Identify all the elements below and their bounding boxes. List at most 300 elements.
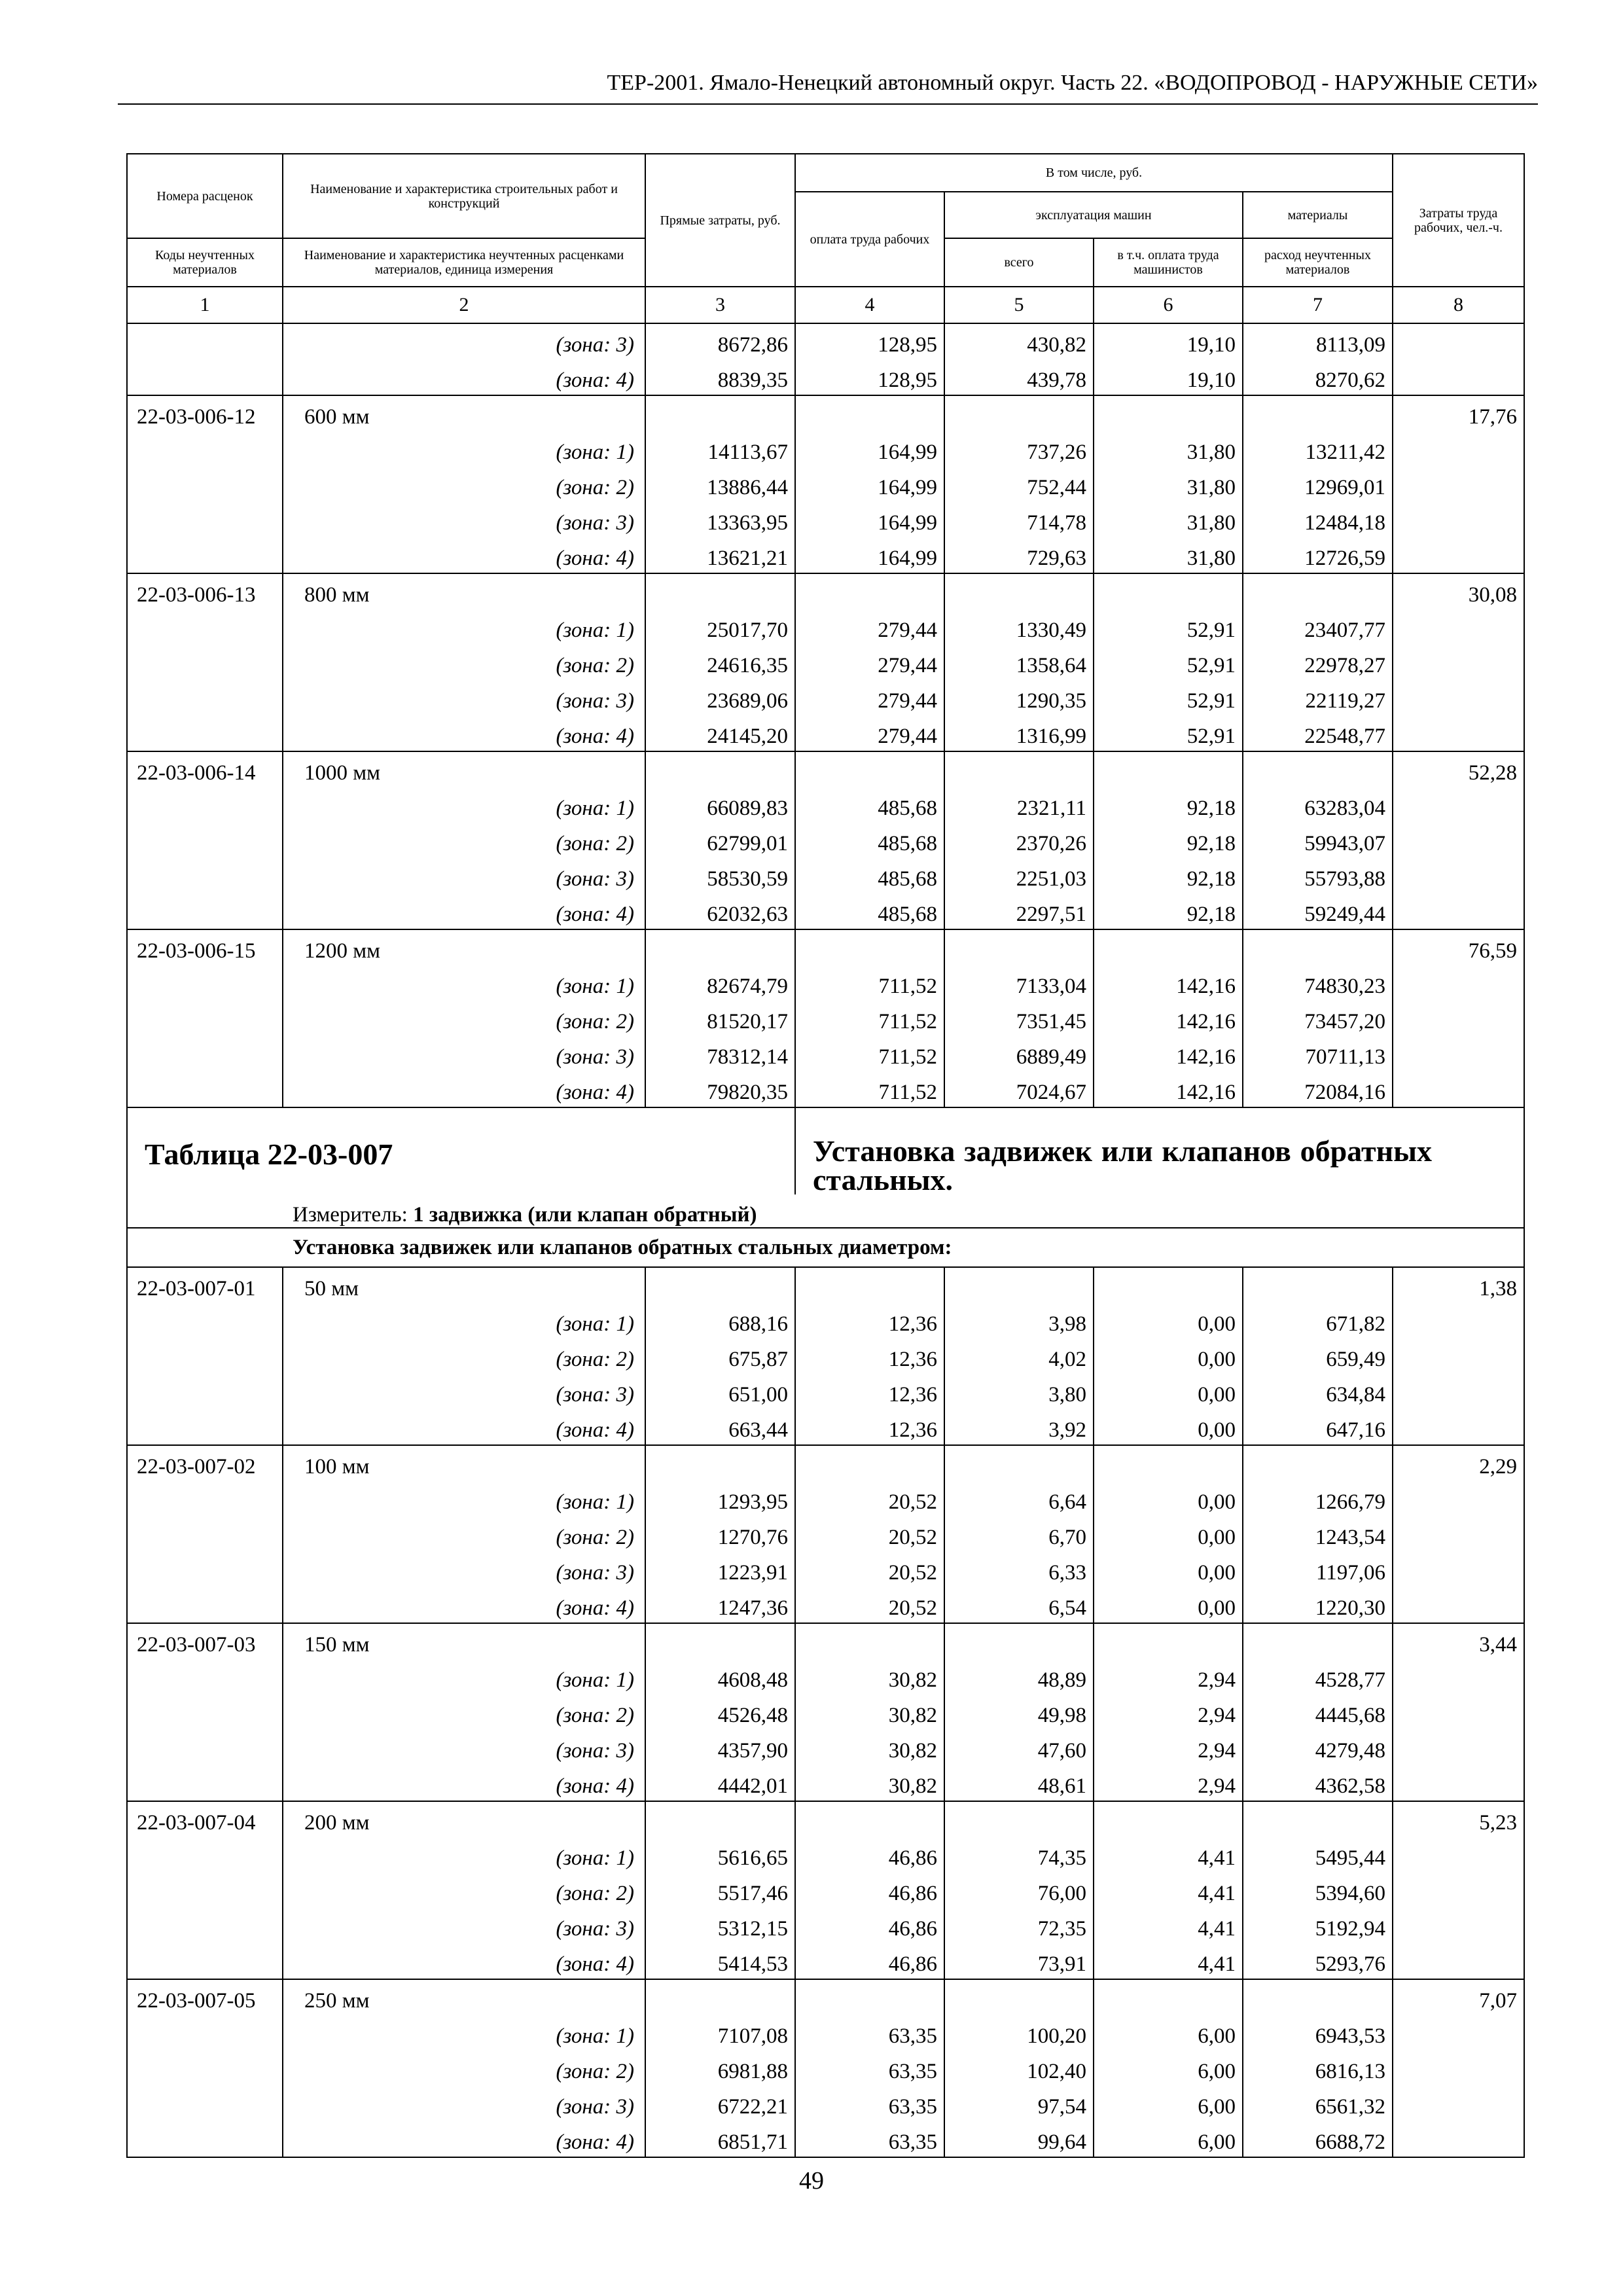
zone-label: (зона: 1) [283, 1837, 645, 1873]
direct-cost: 5312,15 [645, 1908, 795, 1943]
direct-cost: 6722,21 [645, 2086, 795, 2121]
materials-cost: 13211,42 [1243, 431, 1393, 467]
zone-row [127, 1409, 1524, 1445]
labor-cell [1393, 537, 1524, 573]
labor-cost: 52,28 [1393, 751, 1524, 787]
zone-row [127, 715, 1524, 751]
labor-cost: 76,59 [1393, 929, 1524, 965]
direct-cost: 14113,67 [645, 431, 795, 467]
column-number: 3 [645, 287, 795, 323]
zone-label: (зона: 1) [283, 1303, 645, 1338]
zone-row [127, 1338, 1524, 1374]
wages-cost: 20,52 [795, 1552, 944, 1587]
machinist-wages: 52,91 [1094, 715, 1243, 751]
column-number: 2 [283, 287, 645, 323]
code-cell [127, 1908, 283, 1943]
machines-cost: 7024,67 [944, 1071, 1094, 1107]
code-cell [127, 467, 283, 502]
materials-cost: 23407,77 [1243, 609, 1393, 645]
machines-cost: 48,61 [944, 1765, 1094, 1801]
zone-label: (зона: 4) [283, 1071, 645, 1107]
direct-cost: 13621,21 [645, 537, 795, 573]
machines-cost: 2297,51 [944, 893, 1094, 929]
wages-cost: 63,35 [795, 2015, 944, 2051]
rate-name: 800 мм [283, 573, 645, 609]
zone-label: (зона: 4) [283, 1943, 645, 1979]
direct-cost: 4442,01 [645, 1765, 795, 1801]
zone-label: (зона: 1) [283, 2015, 645, 2051]
empty-cell [645, 751, 795, 787]
zone-row [127, 431, 1524, 467]
machinist-wages: 6,00 [1094, 2086, 1243, 2121]
zone-row [127, 823, 1524, 858]
empty-cell [795, 929, 944, 965]
zone-label: (зона: 1) [283, 609, 645, 645]
rate-row [127, 395, 1524, 431]
empty-cell [645, 395, 795, 431]
zone-label: (зона: 3) [283, 323, 645, 359]
labor-cell [1393, 323, 1524, 359]
labor-cell [1393, 893, 1524, 929]
direct-cost: 5517,46 [645, 1873, 795, 1908]
unit-value: 1 задвижка (или клапан обратный) [413, 1203, 757, 1227]
rate-row [127, 929, 1524, 965]
materials-cost: 12969,01 [1243, 467, 1393, 502]
machines-cost: 1290,35 [944, 680, 1094, 715]
unit-label: Измеритель: [293, 1203, 408, 1227]
materials-cost: 59249,44 [1243, 893, 1393, 929]
machines-cost: 47,60 [944, 1730, 1094, 1765]
direct-cost: 675,87 [645, 1338, 795, 1374]
header-direct: Прямые затраты, руб. [645, 154, 795, 287]
empty-cell [1243, 573, 1393, 609]
labor-cell [1393, 1908, 1524, 1943]
column-number: 5 [944, 287, 1094, 323]
header-name-top: Наименование и характеристика строительных работ и конструкций [283, 154, 645, 238]
materials-cost: 73457,20 [1243, 1001, 1393, 1036]
labor-cell [1393, 1409, 1524, 1445]
materials-cost: 4445,68 [1243, 1695, 1393, 1730]
wages-cost: 46,86 [795, 1837, 944, 1873]
wages-cost: 711,52 [795, 1001, 944, 1036]
machinist-wages: 6,00 [1094, 2121, 1243, 2157]
rate-code: 22-03-007-03 [127, 1623, 283, 1659]
wages-cost: 279,44 [795, 609, 944, 645]
zone-row [127, 1837, 1524, 1873]
zone-row [127, 1036, 1524, 1071]
wages-cost: 128,95 [795, 359, 944, 395]
code-cell [127, 965, 283, 1001]
empty-cell [645, 1267, 795, 1303]
empty-cell [944, 1445, 1094, 1481]
machines-cost: 737,26 [944, 431, 1094, 467]
machinist-wages: 0,00 [1094, 1552, 1243, 1587]
wages-cost: 485,68 [795, 858, 944, 893]
empty-cell [645, 1623, 795, 1659]
code-cell [127, 787, 283, 823]
machinist-wages: 6,00 [1094, 2015, 1243, 2051]
empty-cell [1243, 1445, 1393, 1481]
zone-label: (зона: 4) [283, 537, 645, 573]
empty-cell [645, 1801, 795, 1837]
wages-cost: 30,82 [795, 1695, 944, 1730]
machinist-wages: 0,00 [1094, 1587, 1243, 1623]
zone-label: (зона: 3) [283, 2086, 645, 2121]
rate-code: 22-03-006-14 [127, 751, 283, 787]
machinist-wages: 19,10 [1094, 359, 1243, 395]
machinist-wages: 19,10 [1094, 323, 1243, 359]
direct-cost: 651,00 [645, 1374, 795, 1409]
machinist-wages: 52,91 [1094, 680, 1243, 715]
code-cell [127, 1765, 283, 1801]
machinist-wages: 2,94 [1094, 1695, 1243, 1730]
rate-row [127, 1801, 1524, 1837]
zone-label: (зона: 1) [283, 787, 645, 823]
machinist-wages: 31,80 [1094, 502, 1243, 537]
empty-cell [1094, 1445, 1243, 1481]
unit-row [127, 1194, 1524, 1228]
machines-cost: 6,70 [944, 1516, 1094, 1552]
wages-cost: 128,95 [795, 323, 944, 359]
empty-cell [944, 1801, 1094, 1837]
labor-cell [1393, 1516, 1524, 1552]
materials-cost: 4528,77 [1243, 1659, 1393, 1695]
wages-cost: 164,99 [795, 467, 944, 502]
machinist-wages: 2,94 [1094, 1659, 1243, 1695]
zone-label: (зона: 2) [283, 1695, 645, 1730]
materials-cost: 8113,09 [1243, 323, 1393, 359]
code-cell [127, 359, 283, 395]
zone-row [127, 787, 1524, 823]
header-code-top: Номера расценок [127, 154, 283, 238]
empty-cell [795, 395, 944, 431]
column-numbers [127, 287, 1524, 323]
wages-cost: 279,44 [795, 715, 944, 751]
materials-cost: 5293,76 [1243, 1943, 1393, 1979]
header-code-bottom: Коды неучтенных материалов [127, 238, 283, 287]
code-cell [127, 1695, 283, 1730]
labor-cell [1393, 502, 1524, 537]
wages-cost: 711,52 [795, 965, 944, 1001]
machines-cost: 2370,26 [944, 823, 1094, 858]
rate-name: 250 мм [283, 1979, 645, 2015]
code-cell [127, 1943, 283, 1979]
zone-row [127, 1587, 1524, 1623]
wages-cost: 711,52 [795, 1071, 944, 1107]
machinist-wages: 4,41 [1094, 1943, 1243, 1979]
machinist-wages: 2,94 [1094, 1730, 1243, 1765]
code-cell [127, 1873, 283, 1908]
code-cell [127, 1409, 283, 1445]
labor-cell [1393, 680, 1524, 715]
empty-cell [1243, 395, 1393, 431]
machines-cost: 73,91 [944, 1943, 1094, 1979]
zone-label: (зона: 3) [283, 1374, 645, 1409]
header-wages: оплата труда рабочих [795, 192, 944, 287]
zone-row [127, 680, 1524, 715]
direct-cost: 8672,86 [645, 323, 795, 359]
wages-cost: 30,82 [795, 1765, 944, 1801]
direct-cost: 78312,14 [645, 1036, 795, 1071]
labor-cell [1393, 1873, 1524, 1908]
machines-cost: 2321,11 [944, 787, 1094, 823]
unit-of-measure [127, 1194, 1524, 1228]
column-number: 1 [127, 287, 283, 323]
wages-cost: 164,99 [795, 502, 944, 537]
empty-cell [795, 1801, 944, 1837]
labor-cell [1393, 609, 1524, 645]
direct-cost: 5414,53 [645, 1943, 795, 1979]
direct-cost: 13363,95 [645, 502, 795, 537]
direct-cost: 82674,79 [645, 965, 795, 1001]
code-cell [127, 1374, 283, 1409]
empty-cell [795, 1979, 944, 2015]
empty-cell [1243, 929, 1393, 965]
machinist-wages: 0,00 [1094, 1374, 1243, 1409]
wages-cost: 279,44 [795, 680, 944, 715]
empty-cell [1243, 751, 1393, 787]
code-cell [127, 1036, 283, 1071]
materials-cost: 659,49 [1243, 1338, 1393, 1374]
rate-code: 22-03-007-05 [127, 1979, 283, 2015]
labor-cost: 30,08 [1393, 573, 1524, 609]
zone-label: (зона: 4) [283, 2121, 645, 2157]
labor-cell [1393, 787, 1524, 823]
machinist-wages: 6,00 [1094, 2051, 1243, 2086]
zone-row [127, 1374, 1524, 1409]
code-cell [127, 715, 283, 751]
machines-cost: 74,35 [944, 1837, 1094, 1873]
materials-cost: 6943,53 [1243, 2015, 1393, 2051]
empty-cell [645, 1445, 795, 1481]
machines-cost: 102,40 [944, 2051, 1094, 2086]
zone-row [127, 1943, 1524, 1979]
machines-cost: 7351,45 [944, 1001, 1094, 1036]
header-labor: Затраты труда рабочих, чел.-ч. [1393, 154, 1524, 287]
machines-cost: 6889,49 [944, 1036, 1094, 1071]
rate-code: 22-03-006-13 [127, 573, 283, 609]
rate-name: 150 мм [283, 1623, 645, 1659]
direct-cost: 13886,44 [645, 467, 795, 502]
code-cell [127, 2015, 283, 2051]
machines-cost: 3,80 [944, 1374, 1094, 1409]
machinist-wages: 0,00 [1094, 1303, 1243, 1338]
wages-cost: 63,35 [795, 2051, 944, 2086]
labor-cell [1393, 715, 1524, 751]
code-cell [127, 1338, 283, 1374]
empty-cell [1243, 1267, 1393, 1303]
materials-cost: 671,82 [1243, 1303, 1393, 1338]
labor-cell [1393, 1071, 1524, 1107]
machinist-wages: 52,91 [1094, 645, 1243, 680]
zone-row [127, 609, 1524, 645]
zone-label: (зона: 1) [283, 965, 645, 1001]
code-cell [127, 323, 283, 359]
code-cell [127, 609, 283, 645]
labor-cost: 2,29 [1393, 1445, 1524, 1481]
labor-cell [1393, 858, 1524, 893]
materials-cost: 12726,59 [1243, 537, 1393, 573]
wages-cost: 279,44 [795, 645, 944, 680]
direct-cost: 6981,88 [645, 2051, 795, 2086]
wages-cost: 485,68 [795, 893, 944, 929]
code-cell [127, 1071, 283, 1107]
zone-row [127, 2015, 1524, 2051]
code-cell [127, 1837, 283, 1873]
code-cell [127, 1303, 283, 1338]
zone-row [127, 1730, 1524, 1765]
code-cell [127, 645, 283, 680]
machinist-wages: 0,00 [1094, 1516, 1243, 1552]
code-cell [127, 1730, 283, 1765]
machines-cost: 97,54 [944, 2086, 1094, 2121]
zone-row [127, 1695, 1524, 1730]
machinist-wages: 31,80 [1094, 431, 1243, 467]
machines-cost: 430,82 [944, 323, 1094, 359]
machinist-wages: 142,16 [1094, 965, 1243, 1001]
direct-cost: 4357,90 [645, 1730, 795, 1765]
zone-label: (зона: 4) [283, 1587, 645, 1623]
machinist-wages: 92,18 [1094, 858, 1243, 893]
materials-cost: 22119,27 [1243, 680, 1393, 715]
zone-row [127, 359, 1524, 395]
labor-cost: 1,38 [1393, 1267, 1524, 1303]
machinist-wages: 92,18 [1094, 893, 1243, 929]
empty-cell [944, 1979, 1094, 2015]
rate-row [127, 1979, 1524, 2015]
rate-name: 200 мм [283, 1801, 645, 1837]
direct-cost: 25017,70 [645, 609, 795, 645]
zone-row [127, 1873, 1524, 1908]
wages-cost: 63,35 [795, 2086, 944, 2121]
machinist-wages: 4,41 [1094, 1837, 1243, 1873]
direct-cost: 1247,36 [645, 1587, 795, 1623]
labor-cell [1393, 1695, 1524, 1730]
machinist-wages: 142,16 [1094, 1036, 1243, 1071]
empty-cell [1094, 1801, 1243, 1837]
machines-cost: 6,54 [944, 1587, 1094, 1623]
empty-cell [645, 573, 795, 609]
zone-row [127, 467, 1524, 502]
code-cell [127, 1552, 283, 1587]
empty-cell [944, 1623, 1094, 1659]
column-number: 6 [1094, 287, 1243, 323]
header-machinist-wages: в т.ч. оплата труда машинистов [1094, 238, 1243, 287]
labor-cell [1393, 823, 1524, 858]
code-cell [127, 1659, 283, 1695]
materials-cost: 70711,13 [1243, 1036, 1393, 1071]
column-number: 8 [1393, 287, 1524, 323]
labor-cell [1393, 1374, 1524, 1409]
code-cell [127, 1516, 283, 1552]
rate-row [127, 573, 1524, 609]
empty-cell [645, 1979, 795, 2015]
machinist-wages: 142,16 [1094, 1001, 1243, 1036]
labor-cell [1393, 645, 1524, 680]
machinist-wages: 52,91 [1094, 609, 1243, 645]
direct-cost: 62032,63 [645, 893, 795, 929]
zone-label: (зона: 3) [283, 858, 645, 893]
code-cell [127, 893, 283, 929]
materials-cost: 55793,88 [1243, 858, 1393, 893]
zone-label: (зона: 4) [283, 1409, 645, 1445]
machinist-wages: 2,94 [1094, 1765, 1243, 1801]
empty-cell [795, 1445, 944, 1481]
wages-cost: 30,82 [795, 1730, 944, 1765]
labor-cell [1393, 965, 1524, 1001]
direct-cost: 62799,01 [645, 823, 795, 858]
wages-cost: 46,86 [795, 1908, 944, 1943]
labor-cell [1393, 2015, 1524, 2051]
column-number: 4 [795, 287, 944, 323]
header-materials: материалы [1243, 192, 1393, 238]
rate-row [127, 1623, 1524, 1659]
materials-cost: 8270,62 [1243, 359, 1393, 395]
labor-cell [1393, 1303, 1524, 1338]
materials-cost: 6561,32 [1243, 2086, 1393, 2121]
machinist-wages: 31,80 [1094, 537, 1243, 573]
direct-cost: 1270,76 [645, 1516, 795, 1552]
zone-row [127, 323, 1524, 359]
zone-label: (зона: 2) [283, 1873, 645, 1908]
section-heading: Установка задвижек или клапанов обратных стальных диаметром: [127, 1228, 1524, 1267]
labor-cell [1393, 1036, 1524, 1071]
materials-cost: 74830,23 [1243, 965, 1393, 1001]
labor-cost: 3,44 [1393, 1623, 1524, 1659]
direct-cost: 688,16 [645, 1303, 795, 1338]
direct-cost: 7107,08 [645, 2015, 795, 2051]
wages-cost: 20,52 [795, 1587, 944, 1623]
labor-cost: 7,07 [1393, 1979, 1524, 2015]
direct-cost: 4526,48 [645, 1695, 795, 1730]
direct-cost: 6851,71 [645, 2121, 795, 2157]
machinist-wages: 142,16 [1094, 1071, 1243, 1107]
zone-row [127, 893, 1524, 929]
wages-cost: 12,36 [795, 1374, 944, 1409]
wages-cost: 711,52 [795, 1036, 944, 1071]
wages-cost: 12,36 [795, 1338, 944, 1374]
zone-label: (зона: 2) [283, 2051, 645, 2086]
zone-label: (зона: 3) [283, 680, 645, 715]
zone-row [127, 537, 1524, 573]
zone-row [127, 1001, 1524, 1036]
materials-cost: 4279,48 [1243, 1730, 1393, 1765]
labor-cell [1393, 467, 1524, 502]
labor-cost: 17,76 [1393, 395, 1524, 431]
zone-label: (зона: 2) [283, 823, 645, 858]
zone-row [127, 1908, 1524, 1943]
empty-cell [944, 395, 1094, 431]
code-cell [127, 2086, 283, 2121]
rate-code: 22-03-006-15 [127, 929, 283, 965]
machines-cost: 439,78 [944, 359, 1094, 395]
materials-cost: 63283,04 [1243, 787, 1393, 823]
zone-row [127, 1071, 1524, 1107]
machines-cost: 48,89 [944, 1659, 1094, 1695]
zone-row [127, 1481, 1524, 1516]
rate-name: 1000 мм [283, 751, 645, 787]
zone-row [127, 2051, 1524, 2086]
direct-cost: 24616,35 [645, 645, 795, 680]
empty-cell [1094, 395, 1243, 431]
materials-cost: 22978,27 [1243, 645, 1393, 680]
labor-cell [1393, 1837, 1524, 1873]
code-cell [127, 431, 283, 467]
code-cell [127, 680, 283, 715]
empty-cell [1094, 573, 1243, 609]
zone-row [127, 965, 1524, 1001]
header-incl: В том числе, руб. [795, 154, 1393, 192]
